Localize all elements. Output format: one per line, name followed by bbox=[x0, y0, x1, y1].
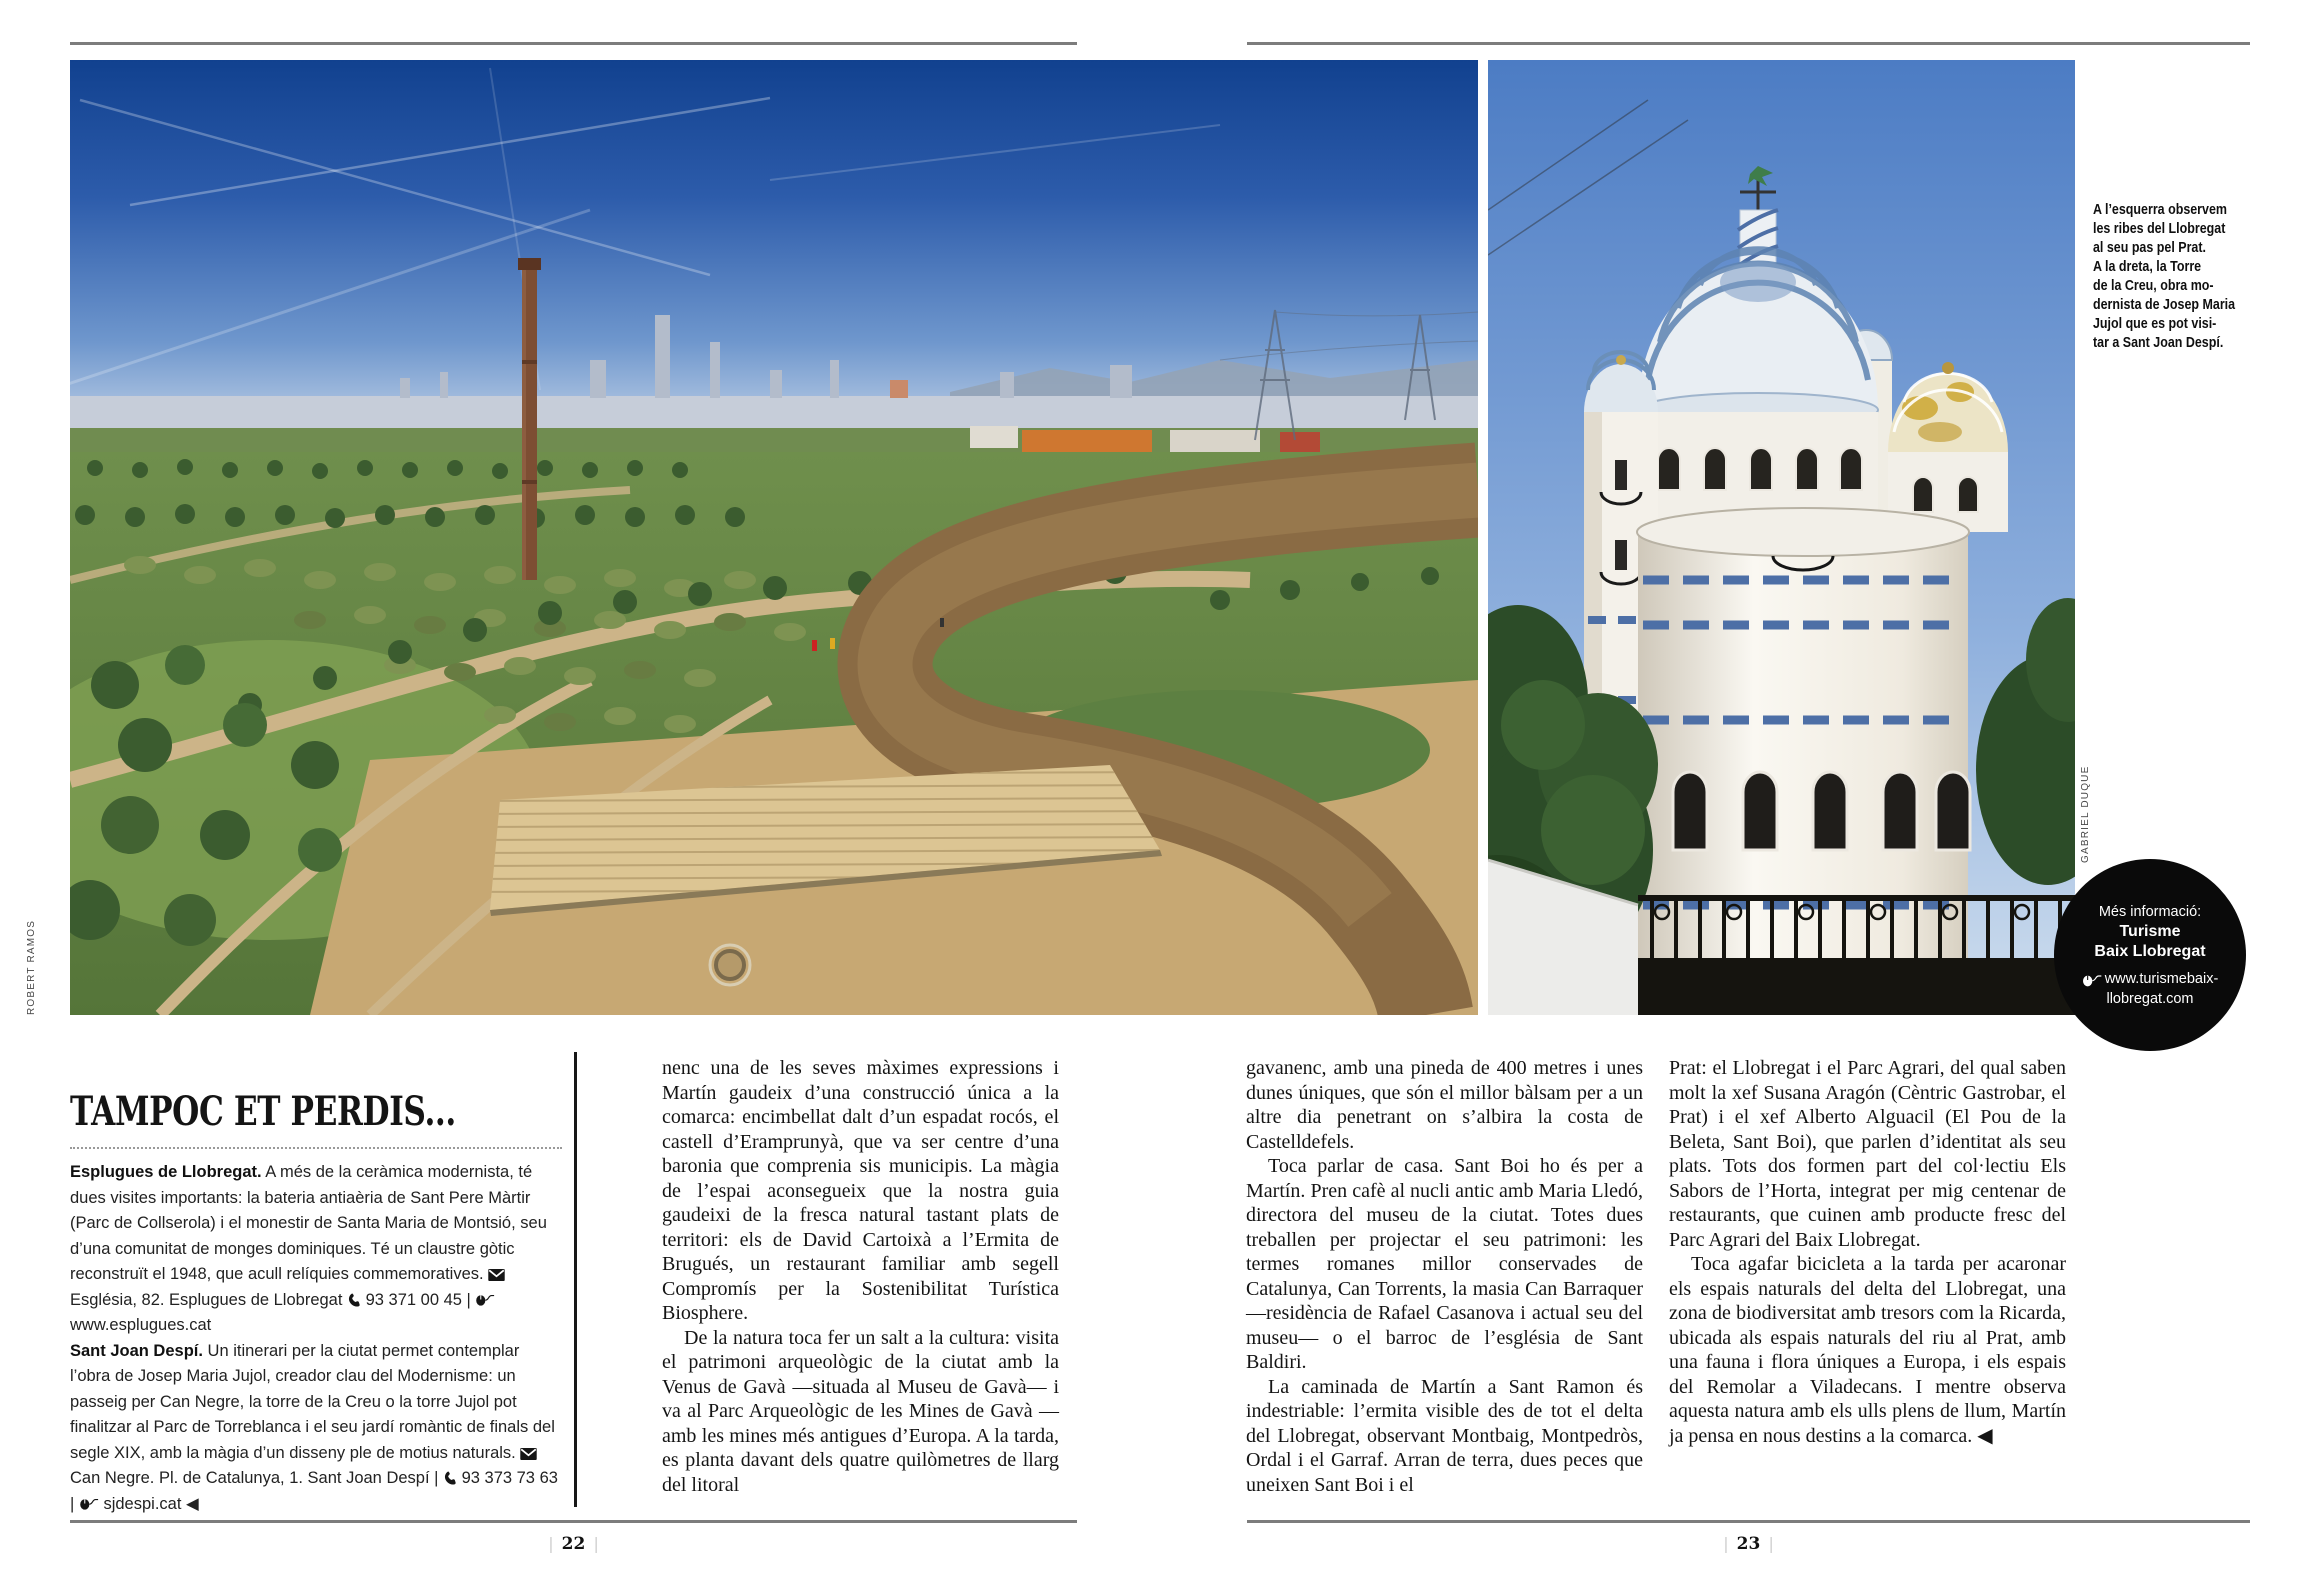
tower-photo bbox=[1488, 60, 2075, 1015]
page-number-value: 23 bbox=[1736, 1534, 1761, 1554]
article-paragraph: Toca parlar de casa. Sant Boi ho és per a Martín. Pren cafè al nucli antic amb Maria Lledó, directora del museu de la ciutat. Totes dues treballen per projectar el seu patrimoni: les termes romanes millor conservades de Catalunya, Can Torrents, la masia Can Barraquer —residència de Rafael Casanova i actual seu del museu— o el barroc de l’església de Sant Baldiri. bbox=[1246, 1155, 1643, 1373]
envelope-icon bbox=[488, 1269, 505, 1281]
page-number-bar: | bbox=[593, 1534, 599, 1553]
sidebar-tampoc-et-perdis bbox=[70, 1088, 562, 1517]
phone-icon bbox=[443, 1470, 457, 1486]
caption-line: Jujol que es pot visi- bbox=[2093, 316, 2217, 332]
caption-line: dernista de Josep Maria bbox=[2093, 297, 2236, 313]
article-column-1 bbox=[662, 1056, 1059, 1497]
mouse-icon bbox=[2082, 973, 2102, 987]
info-circle-url-line1: www.turismebaix- bbox=[2104, 970, 2219, 987]
page-number-bar: | bbox=[1768, 1534, 1774, 1553]
sidebar-entry-lead: Esplugues de Llobregat. bbox=[70, 1163, 262, 1181]
sidebar-entries bbox=[70, 1160, 562, 1517]
phone-icon bbox=[347, 1292, 361, 1308]
page-number-bar: | bbox=[1723, 1534, 1729, 1553]
bottom-rule-left bbox=[70, 1520, 1077, 1523]
info-circle-name2: Baix Llobregat bbox=[2094, 942, 2206, 960]
article-paragraph: nenc una de les seves màximes expressions i Martín gaudeix d’una construcció única a la comarca: encimbellat dalt d’un espadat rocós, el castell d’Eramprunyà, que va ser centre d’una baronia que comprenia sis municipis. La màgia de l’espai aconsegueix que la nostra guia gaudeixi de la fresca natural tastant plats de territori: els de David Cartoixà a l’Ermita de Brugués, un restaurant familiar amb segell Compromís per la Sostenibilitat Turística Biosphere. bbox=[662, 1057, 1059, 1324]
article-column-3 bbox=[1669, 1056, 2066, 1448]
envelope-icon bbox=[520, 1448, 537, 1460]
article-paragraph: gavanenc, amb una pineda de 400 metres i unes dunes úniques, que són el millor bàlsam per a un altre dia penetrant on s’albira la costa de Castelldefels. bbox=[1246, 1057, 1643, 1153]
info-circle bbox=[2054, 859, 2246, 1051]
article-paragraph: Prat: el Llobregat i el Parc Agrari, del qual saben molt la xef Susana Aragón (Cèntric Gastrobar, el Prat) i el xef Alberto Alguacil (El Pou de la Beleta, Sant Boi), que parlen d’identitat als seu plats. Tots dos formen part del col·lectiu Els Sabors de l’Horta, integrat per mig centenar de restaurants, que cuinen amb producte fresc del Parc Agrari del Baix Llobregat. bbox=[1669, 1057, 2066, 1251]
photo-credit-left: ROBERT RAMOS bbox=[26, 919, 37, 1015]
caption-line: tar a Sant Joan Despí. bbox=[2093, 335, 2224, 351]
photo-caption bbox=[2093, 201, 2251, 353]
page-number-value: 22 bbox=[561, 1534, 586, 1554]
article-paragraph: Toca agafar bicicleta a la tarda per acaronar els espais naturals del delta del Llobregat, una zona de biodiversitat amb tresors com la Ricarda, ubicada als espais naturals del riu al Prat, amb una fauna i flora úniques a Europa, i els espais del Remolar a Viladecans. I mentre observa aquesta natura amb els ulls plens de llum, Martín ja pensa en nous destins a la comarca. ◀ bbox=[1669, 1253, 2066, 1447]
caption-line: de la Creu, obra mo- bbox=[2093, 278, 2214, 294]
info-circle-intro: Més informació: bbox=[2098, 903, 2202, 920]
mouse-icon bbox=[79, 1497, 99, 1510]
page-number-bar: | bbox=[548, 1534, 554, 1553]
info-circle-url-line2: llobregat.com bbox=[2106, 990, 2194, 1007]
park-photo bbox=[70, 60, 1478, 1015]
article-paragraph: De la natura toca fer un salt a la cultura: visita el patrimoni arqueològic de la ciutat amb la Venus de Gavà —situada al Museu de Gavà— i va al Parc Arqueològic de les Mines de Gavà —amb les mines més antigues d’Europa. A la tarda, es planta davant dels quatre quilòmetres de llarg del litoral bbox=[662, 1326, 1059, 1496]
page-number-left bbox=[70, 1534, 1077, 1554]
sidebar-entry-lead: Sant Joan Despí. bbox=[70, 1341, 203, 1360]
sidebar-title: TAMPOC ET PERDIS... bbox=[70, 1088, 456, 1135]
article-column-2 bbox=[1246, 1056, 1643, 1497]
mouse-icon bbox=[475, 1293, 495, 1306]
article-paragraph: La caminada de Martín a Sant Ramon és indestriable: l’ermita visible des de tot el delta del Llobregat, observant Montbaig, Montpedròs, Ordal i el Garraf. Arran de terra, dues peces que uneixen Sant Boi i el bbox=[1246, 1375, 1643, 1496]
caption-line: les ribes del Llobregat bbox=[2093, 221, 2226, 237]
caption-line: al seu pas pel Prat. bbox=[2093, 240, 2206, 256]
top-rule-right bbox=[1247, 42, 2250, 45]
column-divider-rule bbox=[574, 1052, 577, 1507]
page-number-right bbox=[1247, 1534, 2250, 1554]
info-circle-name: Turisme bbox=[2119, 922, 2181, 940]
bottom-rule-right bbox=[1247, 1520, 2250, 1523]
dotted-rule bbox=[70, 1147, 562, 1149]
caption-line: A la dreta, la Torre bbox=[2093, 259, 2202, 275]
sidebar-entry: Esplugues de Llobregat. A més de la ceràmica modernista, té dues visites importants: la bateria antiaèria de Sant Pere Màrtir (Parc de Collserola) i el monestir de Santa Maria de Montsió, seu d’una comunitat de monges dominiques. Té un claustre gòtic reconstruït el 1948, que acull relíquies commemoratives. Església, 82. Esplugues de Llobregat 93 371 00 45 | www.esplugues.cat bbox=[70, 1163, 547, 1334]
photo-credit-right: GABRIEL DUQUE bbox=[2080, 765, 2091, 863]
caption-line: A l’esquerra observem bbox=[2093, 202, 2227, 218]
top-rule-left bbox=[70, 42, 1077, 45]
info-circle-url bbox=[2054, 969, 2246, 989]
sidebar-entry: Sant Joan Despí. Un itinerari per la ciutat permet contemplar l’obra de Josep Maria Jujol, creador clau del Modernisme: un passeig per Can Negre, la torre de la Creu o la torre Jujol pot finalitzar al Parc de Torreblanca i el seu jardí romàntic de finals del segle XIX, amb la màgia d’un disseny ple de motius naturals. Can Negre. Pl. de Catalunya, 1. Sant Joan Despí | 93 373 73 63 | sjdespi.cat ◀ bbox=[70, 1341, 558, 1513]
